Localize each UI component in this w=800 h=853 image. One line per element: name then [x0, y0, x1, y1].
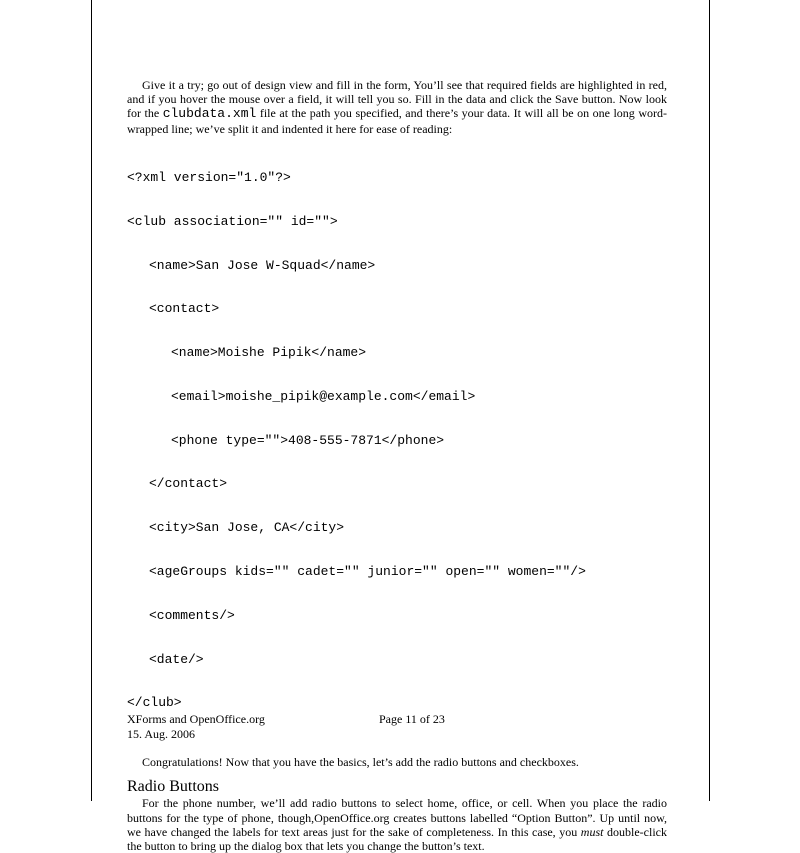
code-line: </contact> [149, 476, 228, 492]
section-heading: Radio Buttons [127, 778, 220, 796]
code-line: <city>San Jose, CA</city> [149, 520, 345, 536]
code-line: <email>moishe_pipik@example.com</email> [171, 388, 476, 404]
filename: clubdata.xml [162, 106, 257, 122]
emphasis-text: must [580, 824, 604, 839]
code-line: <contact> [149, 301, 220, 317]
code-line: <date/> [149, 651, 204, 667]
intro-paragraph: Give it a try; go out of design view and fill in the form, You’ll see that required fields are highlighted in red, and if you hover the mouse over a field, it will tell you so. Fill in the data and click the Save button. Now look for the clubdata.xml file at the path you specified, and there’s your data. It will all be on one long word-wrapped line; we’ve split it and indented it here for ease of reading: [127, 78, 667, 136]
code-line: <ageGroups kids="" cadet="" junior="" open="" women=""/> [149, 564, 586, 580]
code-line: <name>San Jose W-Squad</name> [149, 257, 376, 273]
footer-left [127, 712, 265, 742]
radio-buttons-paragraph: For the phone number, we’ll add radio buttons to select home, office, or cell. When you place the radio buttons for the type of phone, though,OpenOffice.org creates buttons labelled “Option Button”. Up until now, we have changed the labels for text areas just for the sake of completeness. In this case, you must double-click the button to bring up the dialog box that lets you change the button’s text. [127, 796, 667, 853]
footer-title: XForms and OpenOffice.org [127, 712, 265, 726]
code-line: </club> [127, 695, 182, 711]
footer-page-number: Page 11 of 23 [379, 712, 445, 726]
code-line: <club association="" id=""> [127, 213, 338, 229]
code-line: <phone type="">408-555-7871</phone> [171, 432, 445, 448]
footer-date: 15. Aug. 2006 [127, 727, 196, 741]
congrats-paragraph: Congratulations! Now that you have the basics, let’s add the radio buttons and checkboxes. [142, 755, 579, 770]
code-line: <?xml version="1.0"?> [127, 170, 291, 185]
xml-code-block [127, 142, 667, 740]
code-line: <comments/> [149, 607, 235, 623]
code-line: <name>Moishe Pipik</name> [171, 345, 367, 361]
